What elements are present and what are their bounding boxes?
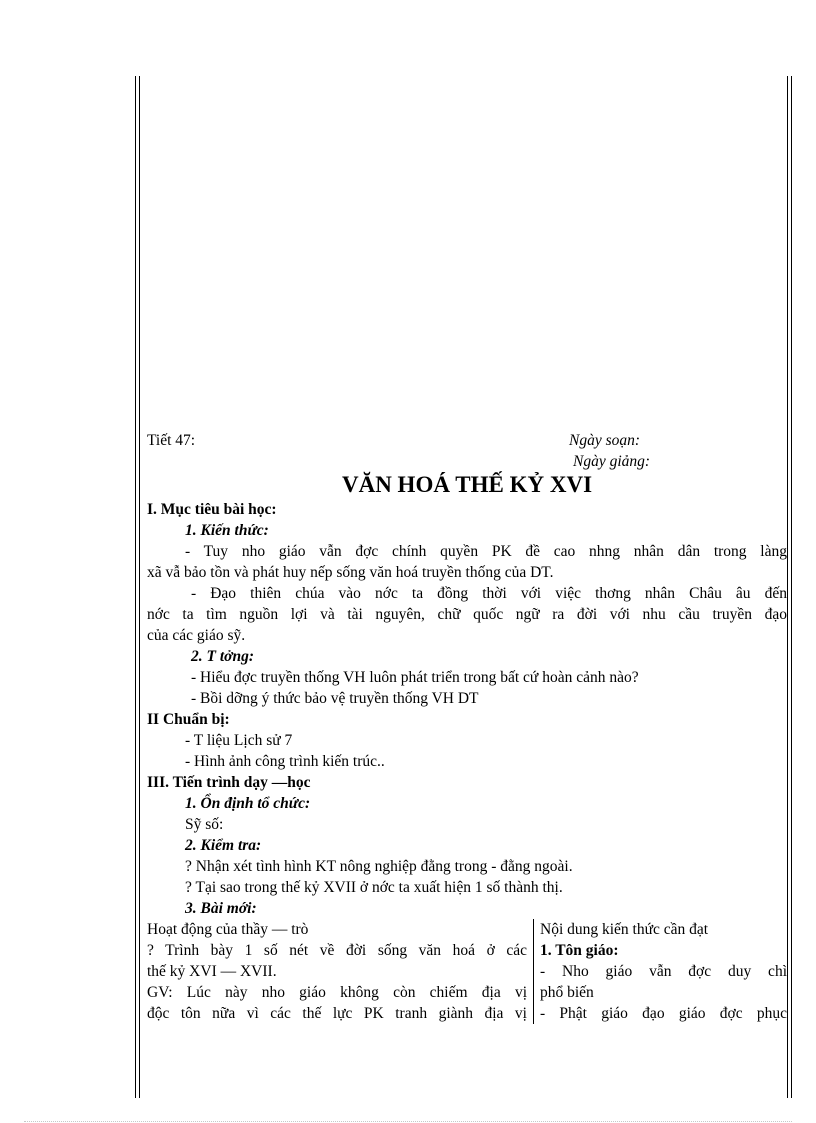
right-line-4: - Phật giáo đạo giáo đợc phục (540, 1005, 787, 1022)
right-border-outer (791, 76, 792, 1098)
knowledge-p1-line2: xã vẫ bảo tồn và phát huy nếp sống văn hoá truyền thống của DT. (147, 564, 554, 581)
teach-date-label: Ngày giảng: (573, 453, 651, 470)
knowledge-p2-line2: nớc ta tìm nguồn lợi và tài nguyên, chữ quốc ngữ ra đời với nhu cầu truyền đạo (147, 606, 787, 623)
ideology-p1: - Hiểu đợc truyền thống VH luôn phát triển trong bất cứ hoàn cảnh nào? (191, 669, 639, 686)
left-column-header: Hoạt động của thầy — trò (147, 921, 309, 938)
header-row-1 (147, 430, 787, 451)
subsection-check: 2. Kiểm tra: (185, 837, 262, 854)
section-objectives-heading: I. Mục tiêu bài học: (147, 501, 277, 518)
subsection-ideology: 2. T tởng: (191, 648, 254, 665)
check-question-2: ? Tại sao trong thế kỷ XVII ở nớc ta xuất hiện 1 số thành thị. (185, 879, 563, 896)
religion-heading: 1. Tôn giáo: (540, 942, 619, 959)
section-procedure-heading: III. Tiến trình dạy —học (147, 774, 311, 791)
left-line-4: độc tôn nữa vì các thế lực PK tranh giành địa vị (147, 1005, 527, 1022)
subsection-knowledge: 1. Kiến thức: (185, 522, 269, 539)
right-border-inner (787, 76, 788, 1098)
section-preparation-heading: II Chuẩn bị: (147, 711, 230, 728)
ideology-p2: - Bồi dỡng ý thức bảo vệ truyền thống VH DT (191, 690, 479, 707)
page-bottom-dotted-rule (24, 1121, 792, 1122)
prep-date-label: Ngày soạn: (569, 432, 641, 449)
teacher-student-column (147, 919, 534, 1024)
right-line-3: phổ biến (540, 984, 594, 1001)
lesson-number: Tiết 47: (147, 432, 196, 449)
left-line-2: thế kỷ XVI — XVII. (147, 963, 277, 980)
knowledge-p2-line1: - Đạo thiên chúa vào nớc ta đồng thời với việc thơng nhân Châu âu đến (191, 585, 787, 602)
page-title: VĂN HOÁ THẾ KỶ XVI (341, 472, 593, 497)
preparation-item-1: - T liệu Lịch sử 7 (185, 732, 293, 749)
left-border-outer (135, 76, 136, 1098)
activity-table (147, 919, 787, 1024)
left-border-inner (139, 76, 140, 1098)
knowledge-p1-line1: - Tuy nho giáo vẫn đợc chính quyền PK đề cao nhng nhân dân trong làng (185, 543, 787, 560)
check-question-1: ? Nhận xét tình hình KT nông nghiệp đằng trong - đằng ngoài. (185, 858, 573, 875)
right-line-2: - Nho giáo vẫn đợc duy chì (540, 963, 787, 980)
preparation-item-2: - Hình ảnh công trình kiến trúc.. (185, 753, 385, 770)
content-column (534, 919, 787, 1024)
left-line-3: GV: Lúc này nho giáo không còn chiếm địa vị (147, 984, 527, 1001)
subsection-stabilize: 1. Ổn định tổ chức: (185, 795, 311, 812)
subsection-new-lesson: 3. Bài mới: (185, 900, 257, 917)
lesson-plan-page (147, 430, 787, 1024)
attendance-label: Sỹ số: (185, 816, 224, 833)
right-column-header: Nội dung kiến thức cần đạt (540, 921, 709, 938)
header-row-2 (147, 451, 787, 472)
knowledge-p2-line3: của các giáo sỹ. (147, 627, 246, 644)
left-line-1: ? Trình bày 1 số nét về đời sống văn hoá ở các (147, 942, 527, 959)
